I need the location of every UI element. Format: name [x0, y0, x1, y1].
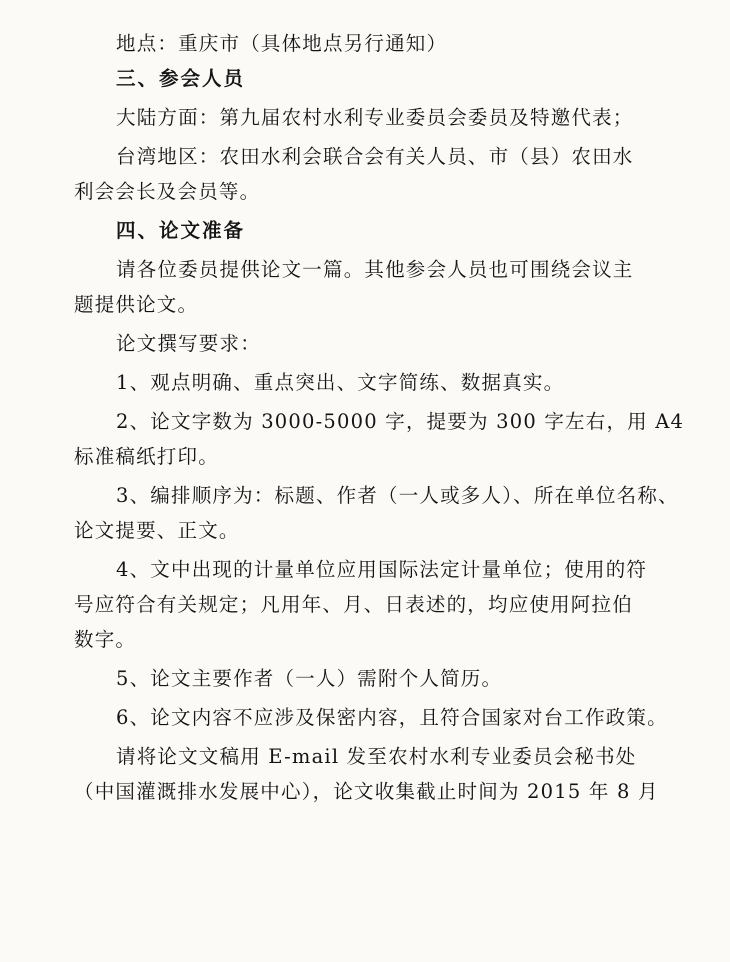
requirement-item-4-line1: 4、文中出现的计量单位应用国际法定计量单位；使用的符	[116, 558, 648, 581]
requirement-item-2-line1: 2、论文字数为 3000-5000 字，提要为 300 字左右，用 A4	[116, 410, 685, 433]
requirement-item-4-line3: 数字。	[74, 628, 137, 651]
requirement-item-1: 1、观点明确、重点突出、文字简练、数据真实。	[116, 371, 565, 394]
mainland-attendees: 大陆方面：第九届农村水利专业委员会委员及特邀代表；	[116, 106, 634, 129]
papers-intro-line2: 题提供论文。	[74, 293, 199, 316]
requirement-item-2-line2: 标准稿纸打印。	[74, 445, 219, 468]
papers-intro-line1: 请各位委员提供论文一篇。其他参会人员也可围绕会议主	[116, 258, 634, 281]
requirement-item-3-line1: 3、编排顺序为：标题、作者（一人或多人）、所在单位名称、	[116, 484, 679, 507]
requirement-item-3-line2: 论文提要、正文。	[74, 519, 240, 542]
requirement-item-6: 6、论文内容不应涉及保密内容，且符合国家对台工作政策。	[116, 706, 668, 729]
taiwan-attendees-line1: 台湾地区：农田水利会联合会有关人员、市（县）农田水	[116, 145, 634, 168]
submission-line2: （中国灌溉排水发展中心），论文收集截止时间为 2015 年 8 月	[74, 780, 659, 803]
requirements-title: 论文撰写要求：	[116, 332, 261, 355]
requirement-item-4-line2: 号应符合有关规定；凡用年、月、日表述的，均应使用阿拉伯	[74, 593, 633, 616]
submission-line1: 请将论文文稿用 E-mail 发至农村水利专业委员会秘书处	[116, 745, 637, 768]
requirement-item-5: 5、论文主要作者（一人）需附个人简历。	[116, 667, 503, 690]
section-heading-attendees: 三、参会人员	[116, 67, 246, 90]
taiwan-attendees-line2: 利会会长及会员等。	[74, 180, 261, 203]
section-heading-papers: 四、论文准备	[116, 219, 246, 242]
location-line: 地点：重庆市（具体地点另行通知）	[116, 32, 448, 55]
